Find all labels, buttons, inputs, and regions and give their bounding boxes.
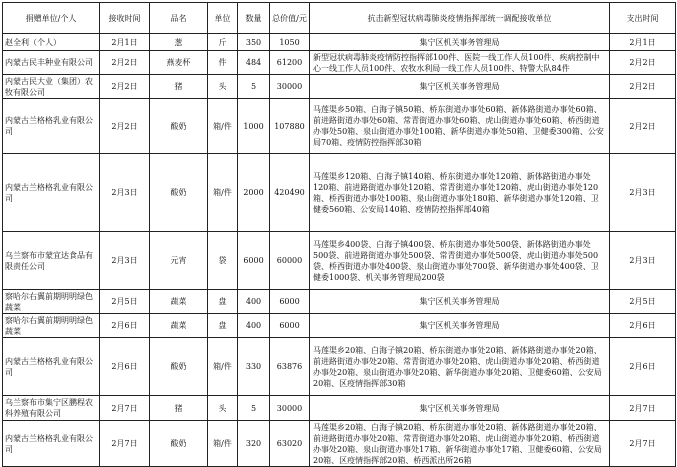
unit-cell: 箱/件: [208, 421, 238, 467]
paid-cell: 2月5日: [610, 290, 676, 314]
received-cell: 2月3日: [100, 232, 150, 290]
item-cell: 酸奶: [150, 338, 208, 396]
donor-cell: 内蒙古兰格格乳业有限公司: [3, 421, 100, 467]
donor-cell: 赵全利（个人）: [3, 34, 100, 51]
donor-cell: 内蒙古兰格格乳业有限公司: [3, 99, 100, 154]
qty-cell: 5: [238, 75, 270, 99]
qty-cell: 400: [238, 290, 270, 314]
value-cell: 107880: [270, 99, 310, 154]
recipient-cell: 马莲渠乡20箱、白海子镇20箱、桥东街道办事处20箱、新体路街道办事处20箱、前进路街道办事处20箱、常青街道办事处20箱、虎山街道办事处20箱、桥西街道办事处20箱、泉山街道办事处17箱、新华街道办事处17箱、卫健委60箱、公安局20箱、区疫情指挥部20箱、桥西派出所26箱: [310, 421, 610, 467]
received-cell: 2月3日: [100, 154, 150, 232]
received-cell: 2月2日: [100, 75, 150, 99]
item-cell: 蔬菜: [150, 314, 208, 338]
received-cell: 2月5日: [100, 290, 150, 314]
header-unit: 单位: [208, 3, 238, 34]
donor-cell: 乌兰察布市蒙宜达食品有限责任公司: [3, 232, 100, 290]
unit-cell: 盘: [208, 314, 238, 338]
unit-cell: 箱/件: [208, 338, 238, 396]
item-cell: 猪: [150, 396, 208, 421]
unit-cell: 斤: [208, 34, 238, 51]
received-cell: 2月2日: [100, 99, 150, 154]
table-row: [3, 232, 676, 290]
table-row: [3, 338, 676, 396]
unit-cell: 盘: [208, 290, 238, 314]
item-cell: 猪: [150, 75, 208, 99]
donor-cell: 察哈尔右翼前期明明绿色蔬菜: [3, 314, 100, 338]
paid-cell: 2月3日: [610, 232, 676, 290]
recipient-cell: 集宁区机关事务管理局: [310, 314, 610, 338]
item-cell: 元宵: [150, 232, 208, 290]
value-cell: 420490: [270, 154, 310, 232]
recipient-cell: 马莲渠乡400袋、白海子镇400袋、桥东街道办事处500袋、新体路街道办事处500袋、前进路街道办事处500袋、常青街道办事处500袋、虎山街道办事处500袋、桥西街道办事处400袋、泉山街道办事处700袋、新华街道办事处400袋、卫健委1000袋、机关事务管理局200袋: [310, 232, 610, 290]
recipient-cell: 新型冠状病毒肺炎疫情防控指挥部100件、医院一线工作人员100件、疾病控制中心一线工作人员100件、农牧水利局一线工作人员100件、特警大队84件: [310, 51, 610, 75]
table-row: [3, 51, 676, 75]
unit-cell: 件: [208, 51, 238, 75]
header-qty: 数量: [238, 3, 270, 34]
recipient-cell: 集宁区机关事务管理局: [310, 290, 610, 314]
value-cell: 60000: [270, 232, 310, 290]
qty-cell: 330: [238, 338, 270, 396]
paid-cell: 2月6日: [610, 314, 676, 338]
donor-cell: 乌兰察布市集宁区鹏程农科养殖有限公司: [3, 396, 100, 421]
value-cell: 30000: [270, 396, 310, 421]
header-item: 品名: [150, 3, 208, 34]
header-recipient: 抗击新型冠状病毒肺炎疫情指挥部统一调配接收单位: [310, 3, 610, 34]
received-cell: 2月6日: [100, 314, 150, 338]
qty-cell: 400: [238, 314, 270, 338]
value-cell: 63020: [270, 421, 310, 467]
item-cell: 酸奶: [150, 99, 208, 154]
paid-cell: 2月7日: [610, 396, 676, 421]
recipient-cell: 马莲渠乡20箱、白海子镇20箱、桥东街道办事处20箱、新体路街道办事处20箱、前进路街道办事处20箱、常青街道办事处20箱、虎山街道办事处20箱、桥西街道办事处20箱、泉山街道办事处20箱、新华街道办事处20箱、卫健委60箱、公安局20箱、区疫情指挥部30箱: [310, 338, 610, 396]
header-row: [3, 3, 676, 34]
item-cell: 酸奶: [150, 154, 208, 232]
header-paid: 支出时间: [610, 3, 676, 34]
item-cell: 蔬菜: [150, 290, 208, 314]
donor-cell: 内蒙古兰格格乳业有限公司: [3, 154, 100, 232]
paid-cell: 2月3日: [610, 154, 676, 232]
header-received: 接收时间: [100, 3, 150, 34]
table-row: [3, 421, 676, 467]
table-row: [3, 75, 676, 99]
table-row: [3, 290, 676, 314]
item-cell: 燕麦杯: [150, 51, 208, 75]
unit-cell: 头: [208, 396, 238, 421]
unit-cell: 头: [208, 75, 238, 99]
value-cell: 30000: [270, 75, 310, 99]
recipient-cell: 马莲渠乡50箱、白海子镇50箱、桥东街道办事处60箱、新体路街道办事处60箱、前进路街道办事处60箱、常青街道办事处60箱、虎山街道办事处60箱、桥西街道办事处50箱、泉山街道办事处100箱、新华街道办事处50箱、卫健委300箱、公安局70箱、疫情防控指挥部30箱: [310, 99, 610, 154]
qty-cell: 2000: [238, 154, 270, 232]
qty-cell: 5: [238, 396, 270, 421]
donor-cell: 察哈尔右翼前期明明绿色蔬菜: [3, 290, 100, 314]
donation-table: [2, 2, 676, 467]
qty-cell: 484: [238, 51, 270, 75]
qty-cell: 1000: [238, 99, 270, 154]
received-cell: 2月1日: [100, 34, 150, 51]
paid-cell: 2月2日: [610, 51, 676, 75]
paid-cell: 2月2日: [610, 75, 676, 99]
table-row: [3, 154, 676, 232]
qty-cell: 320: [238, 421, 270, 467]
header-donor: 捐赠单位/个人: [3, 3, 100, 34]
qty-cell: 6000: [238, 232, 270, 290]
recipient-cell: 集宁区机关事务管理局: [310, 396, 610, 421]
table-row: [3, 34, 676, 51]
item-cell: 酸奶: [150, 421, 208, 467]
received-cell: 2月6日: [100, 338, 150, 396]
value-cell: 61200: [270, 51, 310, 75]
donor-cell: 内蒙古民丰种业有限公司: [3, 51, 100, 75]
donation-document: [2, 2, 675, 467]
donor-cell: 内蒙古兰格格乳业有限公司: [3, 338, 100, 396]
received-cell: 2月7日: [100, 421, 150, 467]
unit-cell: 袋: [208, 232, 238, 290]
value-cell: 6000: [270, 290, 310, 314]
value-cell: 6000: [270, 314, 310, 338]
donor-cell: 内蒙古民大业（集团）农牧有限公司: [3, 75, 100, 99]
paid-cell: 2月1日: [610, 34, 676, 51]
table-row: [3, 396, 676, 421]
received-cell: 2月2日: [100, 51, 150, 75]
table-row: [3, 314, 676, 338]
table-row: [3, 99, 676, 154]
recipient-cell: 集宁区机关事务管理局: [310, 34, 610, 51]
recipient-cell: 马莲渠乡120箱、白海子镇140箱、桥东街道办事处120箱、新体路街道办事处120箱、前进路街道办事处120箱、常青街道办事处120箱、虎山街道办事处120箱、桥西街道办事处100箱、泉山街道办事处180箱、新华街道办事处120箱、卫健委560箱、公安局140箱、疫情防控指挥部40箱: [310, 154, 610, 232]
unit-cell: 箱/件: [208, 154, 238, 232]
header-value: 总价值/元: [270, 3, 310, 34]
qty-cell: 350: [238, 34, 270, 51]
value-cell: 1050: [270, 34, 310, 51]
value-cell: 63876: [270, 338, 310, 396]
recipient-cell: 集宁区机关事务管理局: [310, 75, 610, 99]
paid-cell: 2月2日: [610, 99, 676, 154]
item-cell: 葱: [150, 34, 208, 51]
received-cell: 2月7日: [100, 396, 150, 421]
paid-cell: 2月7日: [610, 421, 676, 467]
paid-cell: 2月6日: [610, 338, 676, 396]
unit-cell: 箱/件: [208, 99, 238, 154]
